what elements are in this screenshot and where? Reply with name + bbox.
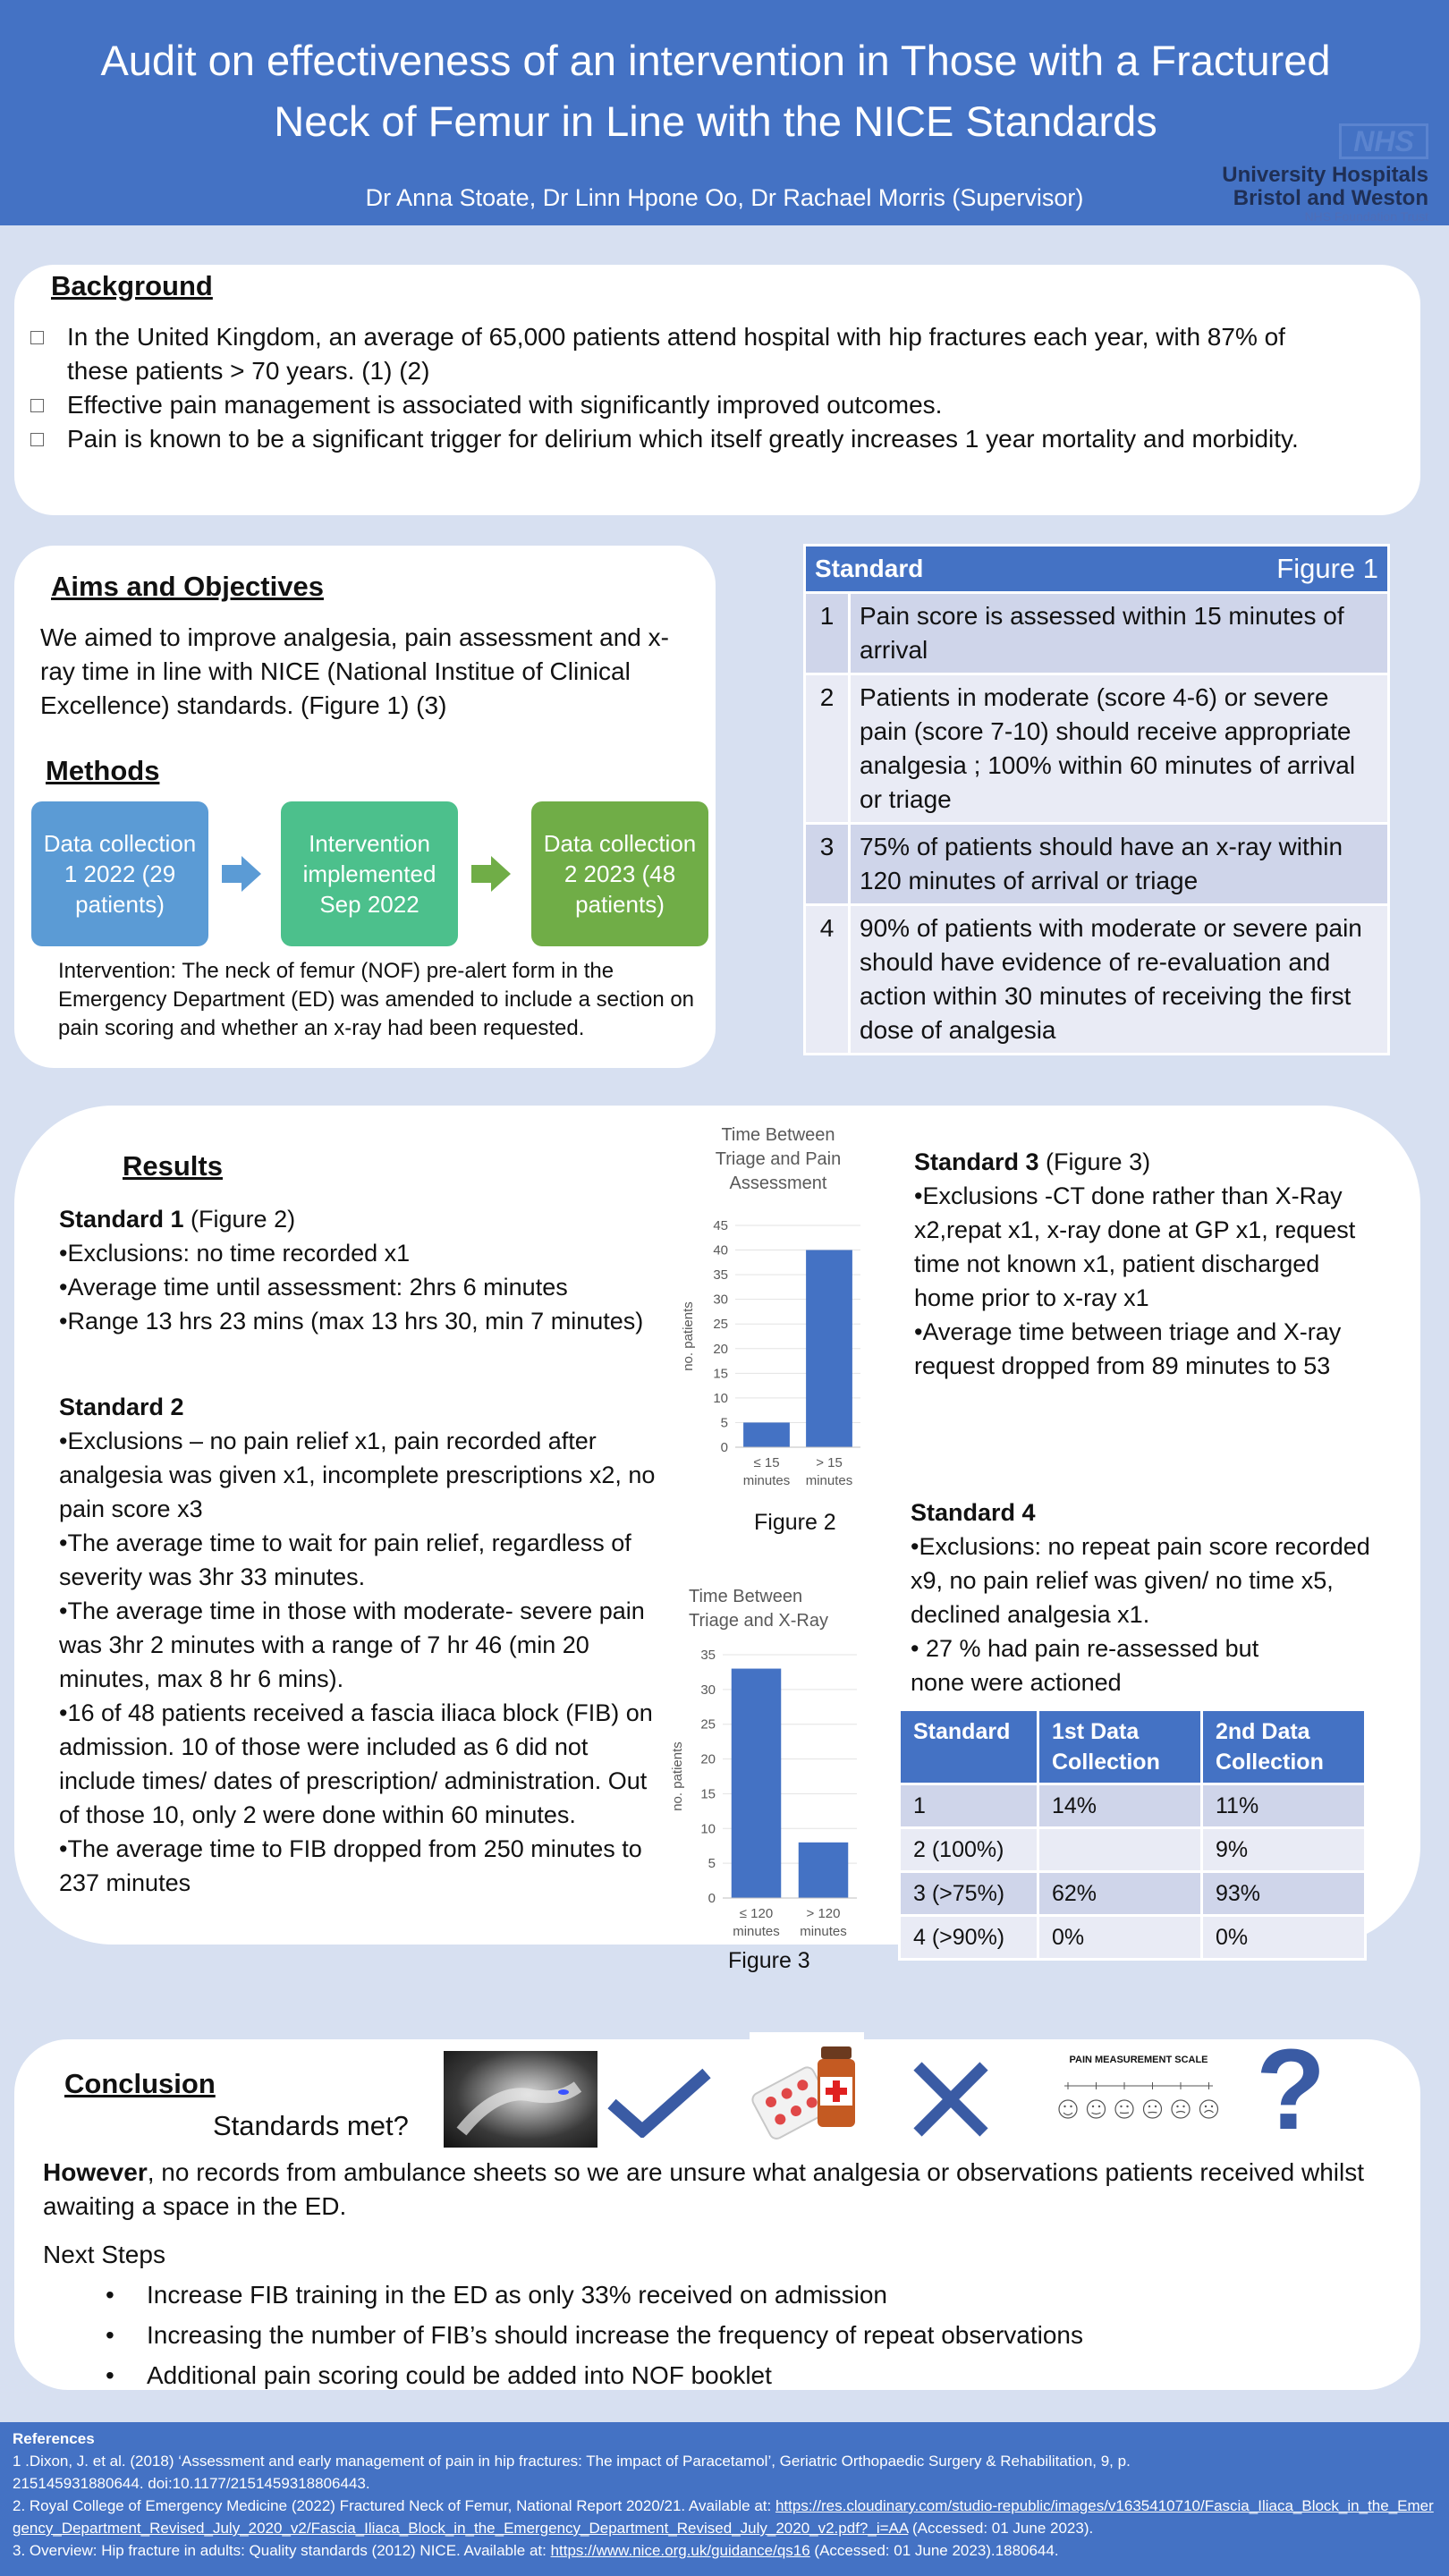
background-item: Pain is known to be a significant trigger for delirium which itself greatly increases 1 year mortality and morbidity. bbox=[27, 422, 1422, 456]
pain-face-eye bbox=[1063, 2106, 1065, 2107]
cross-icon bbox=[911, 2059, 991, 2140]
pain-face-eye bbox=[1092, 2106, 1094, 2107]
standards-table-header bbox=[805, 546, 1389, 593]
pain-face-eye bbox=[1211, 2106, 1213, 2107]
method-step-intervention: Intervention implemented Sep 2022 bbox=[281, 801, 458, 946]
conclusion-title: Conclusion bbox=[64, 2068, 216, 2099]
poster-authors: Dr Anna Stoate, Dr Linn Hpone Oo, Dr Rachael Morris (Supervisor) bbox=[365, 184, 1084, 211]
results-title: Results bbox=[123, 1150, 223, 1182]
question-mark-icon: ? bbox=[1256, 2026, 1326, 2154]
next-steps-title: Next Steps bbox=[43, 2241, 165, 2268]
list-item: • Increasing the number of FIB’s should increase the frequency of repeat observations bbox=[106, 2315, 1083, 2355]
y-tick-label: 30 bbox=[713, 1292, 728, 1308]
table-row: 2 Patients in moderate (score 4-6) or severe pain (score 7-10) should receive appropriate analgesia ; 100% within 60 minutes of arrival or triage bbox=[805, 674, 1389, 824]
pain-scale-image bbox=[1055, 2054, 1222, 2150]
y-axis-label: no. patients bbox=[681, 1301, 696, 1371]
arrow-right-icon bbox=[471, 854, 511, 894]
figure-2-title: Time Between Triage and Pain Assessment bbox=[715, 1125, 842, 1193]
y-tick-label: 5 bbox=[708, 1856, 716, 1872]
y-tick-label: 10 bbox=[700, 1821, 716, 1837]
y-tick-label: 20 bbox=[700, 1751, 716, 1767]
y-tick-label: 35 bbox=[700, 1648, 716, 1663]
pain-face-eye bbox=[1126, 2106, 1128, 2107]
background-list bbox=[27, 320, 1422, 456]
references-section bbox=[0, 2422, 1449, 2576]
standard-2-results: Standard 2 •Exclusions – no pain relief x1, pain recorded after analgesia was given x1, incomplete prescriptions x2, no pain score x3 •The average time to wait for pain relief, regardless of severity was 3hr 33 minutes. •The average time in those with moderate- severe pain was 3hr 2 minutes with a range of 7 hr 46 (min 20 minutes, max 8 hr 6 mins). •16 of 48 patients received a fascia iliaca block (FIB) on admission. 10 of those were included as 6 did not include times/ dates of prescription/ administration. Out of those 10, only 2 were done within 60 minutes. •The average time to FIB dropped from 250 minutes to 237 minutes bbox=[59, 1394, 656, 1896]
nhs-logo bbox=[1185, 123, 1436, 222]
x-tick-label: minutes bbox=[733, 1924, 780, 1939]
summary-table-header: Standard 1st Data Collection 2nd Data Collection bbox=[900, 1710, 1366, 1784]
y-tick-label: 0 bbox=[720, 1440, 728, 1455]
checkbox-bullet-icon bbox=[30, 399, 44, 412]
x-tick-label: ≤ 15 bbox=[753, 1455, 780, 1470]
methods-title: Methods bbox=[46, 755, 160, 786]
pain-face-icon bbox=[1144, 2100, 1162, 2118]
background-item: Effective pain management is associated with significantly improved outcomes. bbox=[27, 388, 1422, 422]
nhs-logo-line1: University Hospitals bbox=[1222, 163, 1428, 187]
y-tick-label: 35 bbox=[713, 1267, 728, 1284]
y-tick-label: 45 bbox=[713, 1218, 728, 1233]
bar bbox=[799, 1843, 849, 1898]
y-tick-label: 40 bbox=[713, 1242, 728, 1258]
x-tick-label: ≤ 120 bbox=[739, 1906, 774, 1921]
x-tick-label: minutes bbox=[805, 1473, 853, 1488]
y-tick-label: 15 bbox=[700, 1786, 716, 1802]
reference-2-link[interactable]: https://res.cloudinary.com/studio-republic/images/v1635410710/Fascia_Iliaca_Block_in_the_Emergency_Department_Revised_July_2020_v2/Fascia_Iliaca_Block_in_the_Emergency_Department_Revised_July_2020_v2.pdf?_i=AA bbox=[13, 2497, 1434, 2537]
method-step-data-collection-2: Data collection 2 2023 (48 patients) bbox=[531, 801, 708, 946]
y-tick-label: 25 bbox=[700, 1716, 716, 1733]
summary-table bbox=[898, 1708, 1367, 1961]
checkbox-bullet-icon bbox=[30, 331, 44, 344]
table-row: 2 (100%) 9% bbox=[900, 1828, 1366, 1872]
pain-face-eye bbox=[1148, 2106, 1150, 2107]
nhs-logo-mark: NHS bbox=[1339, 123, 1428, 159]
pain-faces-row bbox=[1055, 2066, 1222, 2147]
standard-3-results: Standard 3 (Figure 3) •Exclusions -CT done rather than X-Ray x2,repat x1, x-ray done at GP x1, request time not known x1, patient discharged home prior to x-ray x1 •Average time between triage and X-ray request dropped from 89 minutes to 53 bbox=[914, 1148, 1356, 1379]
list-item: • Additional pain scoring could be added into NOF booklet bbox=[106, 2355, 1083, 2395]
reference-3: 3. Overview: Hip fracture in adults: Quality standards (2012) NICE. Available at: https://www.nice.org.uk/guidance/qs16 (Accessed: 01 June 2023).1880644. bbox=[13, 2542, 1059, 2559]
standards-table bbox=[803, 544, 1390, 1055]
arrow-right-icon bbox=[222, 854, 261, 894]
nhs-logo-line3: NHS Foundation Trust bbox=[1304, 209, 1428, 224]
y-axis-label: no. patients bbox=[670, 1741, 685, 1811]
list-item: • Increase FIB training in the ED as only 33% received on admission bbox=[106, 2275, 1083, 2315]
pain-face-mouth bbox=[1148, 2113, 1157, 2114]
y-tick-label: 25 bbox=[713, 1317, 728, 1333]
checkbox-bullet-icon bbox=[30, 433, 44, 446]
bar bbox=[806, 1250, 852, 1447]
pain-face-mouth bbox=[1063, 2113, 1072, 2115]
figure-3-caption: Figure 3 bbox=[728, 1948, 810, 1973]
y-tick-label: 10 bbox=[713, 1390, 728, 1406]
pain-face-mouth bbox=[1092, 2113, 1101, 2114]
pain-face-icon bbox=[1200, 2100, 1218, 2118]
standard-4-results: Standard 4 •Exclusions: no repeat pain score recorded x9, no pain relief was given/ no time x5, declined analgesia x1. • 27 % had pain re-assessed but none were actioned bbox=[911, 1499, 1370, 1696]
pain-face-icon bbox=[1088, 2100, 1106, 2118]
x-tick-label: minutes bbox=[742, 1473, 791, 1488]
intervention-note: Intervention: The neck of femur (NOF) pre-alert form in the Emergency Department (ED) was amended to include a section on pain scoring and whether an x-ray had been requested. bbox=[58, 959, 695, 1040]
table-row: 3 (>75%) 62% 93% bbox=[900, 1872, 1366, 1916]
pain-face-eye bbox=[1182, 2106, 1184, 2107]
figure-1-label: Figure 1 bbox=[1276, 553, 1378, 584]
pain-face-eye bbox=[1098, 2106, 1100, 2107]
y-tick-label: 0 bbox=[708, 1891, 716, 1906]
pain-face-mouth bbox=[1176, 2112, 1185, 2114]
next-steps-list bbox=[106, 2275, 1083, 2395]
reference-2: 2. Royal College of Emergency Medicine (2022) Fractured Neck of Femur, National Report 2020/21. Available at: https://res.cloudinary.com/studio-republic/images/v1635410710/Fascia_Iliaca_Block_in_the_Emergency_Department_Revised_July_2020_v2/Fascia_Iliaca_Block_in_the_Emergency_Department_Revised_July_2020_v2.pdf?_i=AA (Accessed: 01 June 2023). bbox=[13, 2497, 1434, 2537]
bar bbox=[732, 1669, 782, 1898]
figure-2-chart bbox=[680, 1216, 877, 1503]
however-statement: However, no records from ambulance sheets so we are unsure what analgesia or observations patients received whilst awaiting a space in the ED. bbox=[43, 2158, 1364, 2220]
standards-met-question: Standards met? bbox=[213, 2110, 409, 2141]
y-tick-label: 5 bbox=[720, 1415, 728, 1431]
reference-1: 1 .Dixon, J. et al. (2018) ‘Assessment and early management of pain in hip fractures: The impact of Paracetamol’, Geriatric Orthopaedic Surgery & Rehabilitation, 9, p. 215145931880644. doi:10.1177/2151459318806443. bbox=[13, 2453, 1131, 2492]
table-row: 4 (>90%) 0% 0% bbox=[900, 1916, 1366, 1960]
x-tick-label: > 120 bbox=[806, 1906, 841, 1921]
references-title: References bbox=[13, 2430, 95, 2447]
background-item: In the United Kingdom, an average of 65,000 patients attend hospital with hip fractures each year, with 87% of these patients > 70 years. (1) (2) bbox=[27, 320, 1422, 388]
table-row: 4 90% of patients with moderate or severe pain should have evidence of re-evaluation and action within 30 minutes of receiving the first dose of analgesia bbox=[805, 905, 1389, 1055]
pain-face-mouth bbox=[1205, 2111, 1214, 2114]
pain-face-eye bbox=[1176, 2106, 1178, 2107]
bar bbox=[743, 1422, 790, 1447]
y-tick-label: 30 bbox=[700, 1682, 716, 1698]
pain-scale-title: PAIN MEASUREMENT SCALE bbox=[1069, 2055, 1208, 2065]
y-tick-label: 15 bbox=[713, 1366, 728, 1382]
aims-title: Aims and Objectives bbox=[51, 571, 324, 602]
figure-3-chart bbox=[669, 1642, 875, 1946]
pain-face-eye bbox=[1205, 2106, 1207, 2107]
table-row: 1 Pain score is assessed within 15 minutes of arrival bbox=[805, 593, 1389, 674]
figure-2-caption: Figure 2 bbox=[754, 1510, 836, 1535]
checkmark-icon bbox=[605, 2066, 714, 2138]
background-title: Background bbox=[51, 270, 213, 301]
pain-face-eye bbox=[1155, 2106, 1157, 2107]
pain-face-mouth bbox=[1120, 2113, 1129, 2114]
standards-header-label: Standard bbox=[815, 555, 924, 582]
y-tick-label: 20 bbox=[713, 1341, 728, 1357]
standard-1-results: Standard 1 (Figure 2) •Exclusions: no time recorded x1 •Average time until assessment: 2hrs 6 minutes •Range 13 hrs 23 mins (max 13 hrs 30, min 7 minutes) bbox=[59, 1206, 644, 1335]
reference-3-link[interactable]: https://www.nice.org.uk/guidance/qs16 bbox=[550, 2542, 810, 2559]
pain-face-icon bbox=[1115, 2100, 1133, 2118]
table-row: 3 75% of patients should have an x-ray within 120 minutes of arrival or triage bbox=[805, 824, 1389, 905]
poster-title: Audit on effectiveness of an intervention in Those with a Fractured Neck of Femur in Line with the NICE Standards bbox=[100, 37, 1331, 145]
pain-face-eye bbox=[1070, 2106, 1072, 2107]
xray-bone-shape bbox=[444, 2051, 597, 2148]
table-row: 1 14% 11% bbox=[900, 1784, 1366, 1828]
pain-face-eye bbox=[1120, 2106, 1122, 2107]
x-tick-label: > 15 bbox=[816, 1455, 843, 1470]
method-step-data-collection-1: Data collection 1 2022 (29 patients) bbox=[31, 801, 208, 946]
x-tick-label: minutes bbox=[800, 1924, 847, 1939]
pain-face-icon bbox=[1172, 2100, 1190, 2118]
poster-header bbox=[0, 0, 1449, 225]
nhs-logo-line2: Bristol and Weston bbox=[1233, 186, 1428, 210]
aims-text: We aimed to improve analgesia, pain assessment and x-ray time in line with NICE (National Institue of Clinical Excellence) standards. (Figure 1) (3) bbox=[40, 623, 669, 719]
medication-icon bbox=[750, 2032, 864, 2148]
hip-xray-image bbox=[444, 2051, 597, 2148]
figure-3-title: Time Between Triage and X-Ray bbox=[689, 1587, 828, 1631]
